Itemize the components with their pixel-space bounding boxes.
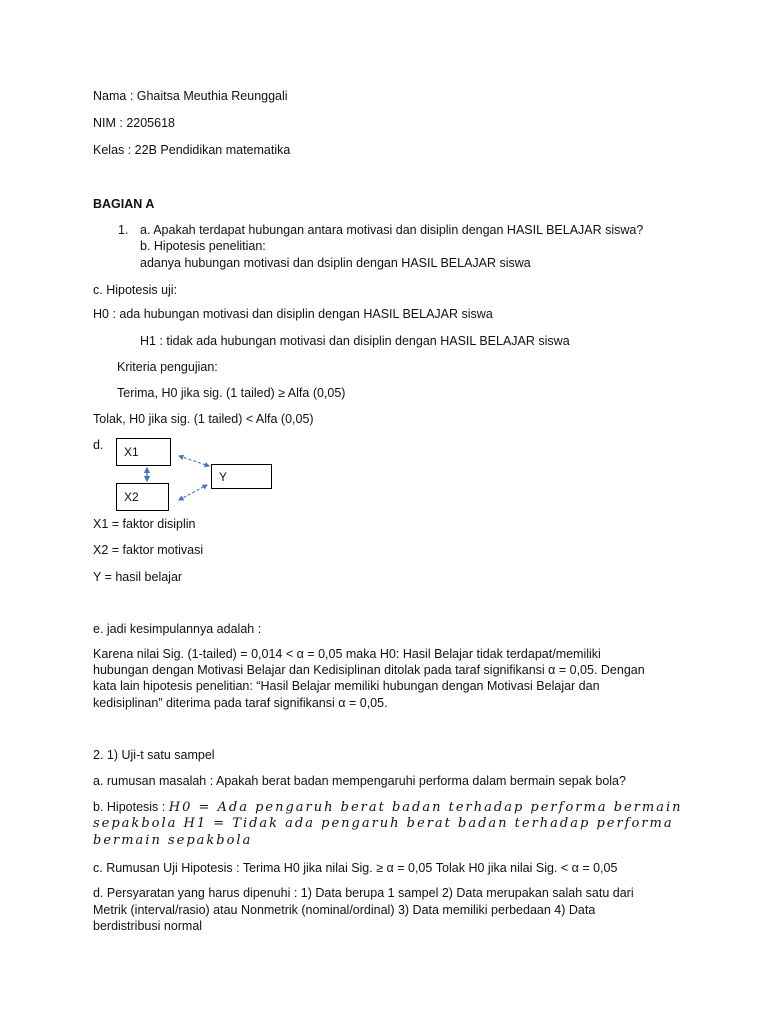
question-2c: c. Rumusan Uji Hipotesis : Terima H0 jika nilai Sig. ≥ α = 0,05 Tolak H0 jika nilai Sig. < α = 0,05 [93,861,618,875]
section-title: BAGIAN A [93,197,155,211]
question-2d-line-1: d. Persyaratan yang harus dipenuhi : 1) Data berupa 1 sampel 2) Data merupakan salah satu dari [93,886,634,900]
test-hypothesis-title: c. Hipotesis uji: [93,283,178,297]
question-1b: b. Hipotesis penelitian: [140,239,266,253]
hypothesis-h1: H1 : tidak ada hubungan motivasi dan disiplin dengan HASIL BELAJAR siswa [140,334,570,348]
diagram-label: d. [93,438,104,452]
question-2a: a. rumusan masalah : Apakah berat badan mempengaruhi performa dalam bermain sepak bola? [93,774,626,788]
diagram-box-x2: X2 [116,483,169,511]
student-name: Nama : Ghaitsa Meuthia Reunggali [93,89,288,103]
diagram-box-y: Y [211,464,272,489]
hypothesis-formula-line-3: bermain sepakbola [93,833,253,848]
diagram-box-x1: X1 [116,438,171,466]
question-2-title: 2. 1) Uji-t satu sampel [93,748,215,762]
x1-definition: X1 = faktor disiplin [93,517,196,531]
conclusion-line-2: hubungan dengan Motivasi Belajar dan Kedisiplinan ditolak pada taraf signifikansi α = 0,05. Dengan [93,663,645,677]
y-definition: Y = hasil belajar [93,570,183,584]
accept-criteria: Terima, H0 jika sig. (1 tailed) ≥ Alfa (0,05) [117,386,346,400]
arrow-x1-y [179,456,209,466]
question-1-number: 1. [118,223,129,237]
question-2d-line-2: Metrik (interval/rasio) atau Nonmetrik (nominal/ordinal) 3) Data memiliki perbedaan 4) Data [93,903,596,917]
research-hypothesis: adanya hubungan motivasi dan dsiplin dengan HASIL BELAJAR siswa [140,256,531,270]
conclusion-title: e. jadi kesimpulannya adalah : [93,622,262,636]
arrow-x2-y [179,485,207,500]
hypothesis-formula-line-1: H0 = Ada pengaruh berat badan terhadap performa bermain [168,800,683,815]
student-nim: NIM : 2205618 [93,116,175,130]
hypothesis-formula-line-2: sepakbola H1 = Tidak ada pengaruh berat badan terhadap performa [93,816,674,831]
reject-criteria: Tolak, H0 jika sig. (1 tailed) < Alfa (0,05) [93,412,314,426]
conclusion-line-3: kata lain hipotesis penelitian: “Hasil Belajar memiliki hubungan dengan Motivasi Belajar dan [93,679,600,693]
question-1a: a. Apakah terdapat hubungan antara motivasi dan disiplin dengan HASIL BELAJAR siswa? [140,223,644,237]
hypothesis-prefix: b. Hipotesis : [93,800,169,814]
question-2b [93,799,683,816]
student-class: Kelas : 22B Pendidikan matematika [93,143,291,157]
test-criteria-title: Kriteria pengujian: [117,360,218,374]
question-2d-line-3: berdistribusi normal [93,919,203,933]
x2-definition: X2 = faktor motivasi [93,543,204,557]
conclusion-line-4: kedisiplinan” diterima pada taraf signifikansi α = 0,05. [93,696,388,710]
hypothesis-h0: H0 : ada hubungan motivasi dan disiplin dengan HASIL BELAJAR siswa [93,307,493,321]
conclusion-line-1: Karena nilai Sig. (1-tailed) = 0,014 < α = 0,05 maka H0: Hasil Belajar tidak terdapat/memiliki [93,647,601,661]
